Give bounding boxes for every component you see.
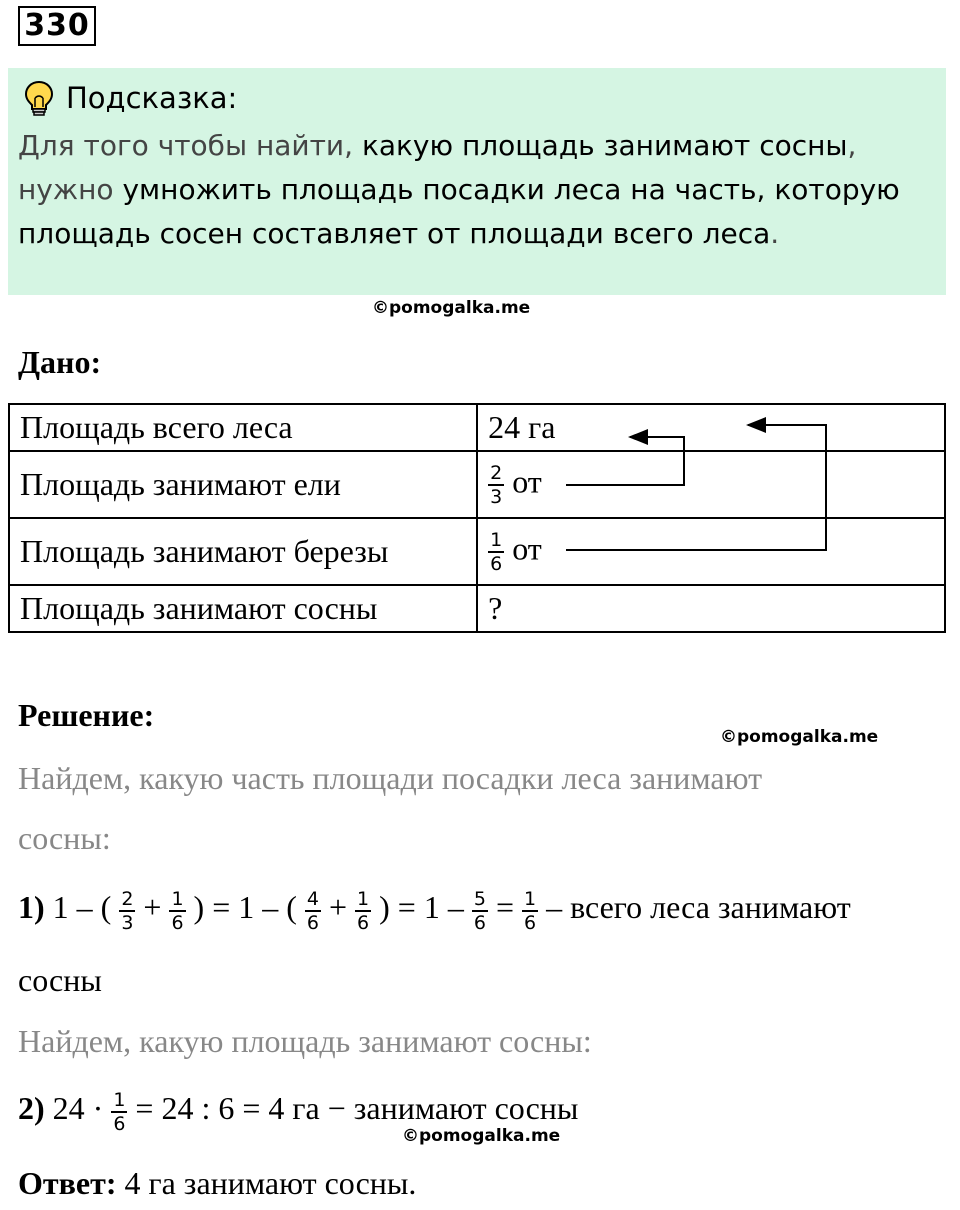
fraction: $\frac{1}{6}$	[523, 887, 537, 934]
fraction: $\frac{1}{6}$	[490, 528, 503, 575]
fraction: $\frac{1}{6}$	[113, 1088, 126, 1135]
fraction: $\frac{5}{6}$	[473, 887, 486, 934]
step-1: 1) 1 – ( $\frac{2}{3}$ + $\frac{1}{6}$ ) = 1 – ( $\frac{4}{6}$ + $\frac{1}{6}$ ) = 1 – $\frac{5}{6}$ = $\frac{1}{6}$ – всего леса занимают	[18, 887, 851, 934]
row-label: Площадь занимают сосны	[9, 585, 477, 632]
fraction: $\frac{2}{3}$	[121, 887, 134, 934]
row-label: Площадь всего леса	[9, 404, 477, 451]
watermark: ©pomogalka.me	[372, 298, 531, 318]
row-label: Площадь занимают березы	[9, 518, 477, 585]
fraction: $\frac{4}{6}$	[306, 887, 319, 934]
step-intro-2: Найдем, какую площадь занимают сосны:	[18, 1023, 592, 1059]
given-heading: Дано:	[18, 344, 102, 380]
answer: Ответ: 4 га занимают сосны.	[18, 1165, 417, 1201]
step-1-cont: сосны	[18, 962, 102, 998]
watermark: ©pomogalka.me	[720, 727, 879, 747]
solution-heading: Решение:	[18, 697, 155, 733]
task-number: 330	[18, 6, 96, 46]
arrow-birches	[566, 425, 826, 550]
fraction: $\frac{2}{3}$	[490, 461, 503, 508]
fraction: $\frac{1}{6}$	[171, 887, 184, 934]
row-value: $\frac{1}{6}$ от	[477, 518, 945, 585]
row-label: Площадь занимают ели	[9, 451, 477, 518]
row-value: ?	[477, 585, 945, 632]
step-2: 2) 24 · $\frac{1}{6}$ = 24 : 6 = 4 га − занимают сосны	[18, 1088, 579, 1135]
row-value: 24 га	[477, 404, 945, 451]
row-value: $\frac{2}{3}$ от	[477, 451, 945, 518]
fraction: $\frac{1}{6}$	[357, 887, 370, 934]
step-intro-1: Найдем, какую часть площади посадки леса занимают	[18, 760, 763, 796]
hint-text: Для того чтобы найти, какую площадь занимают сосны, нужно умножить площадь посадки леса на часть, которую площадь сосен составляет от площади всего леса.	[18, 129, 900, 250]
arrow-firs	[566, 437, 684, 485]
hint-title: Подсказка:	[66, 81, 238, 115]
watermark: ©pomogalka.me	[402, 1126, 561, 1146]
step-intro-1b: сосны:	[18, 820, 111, 856]
